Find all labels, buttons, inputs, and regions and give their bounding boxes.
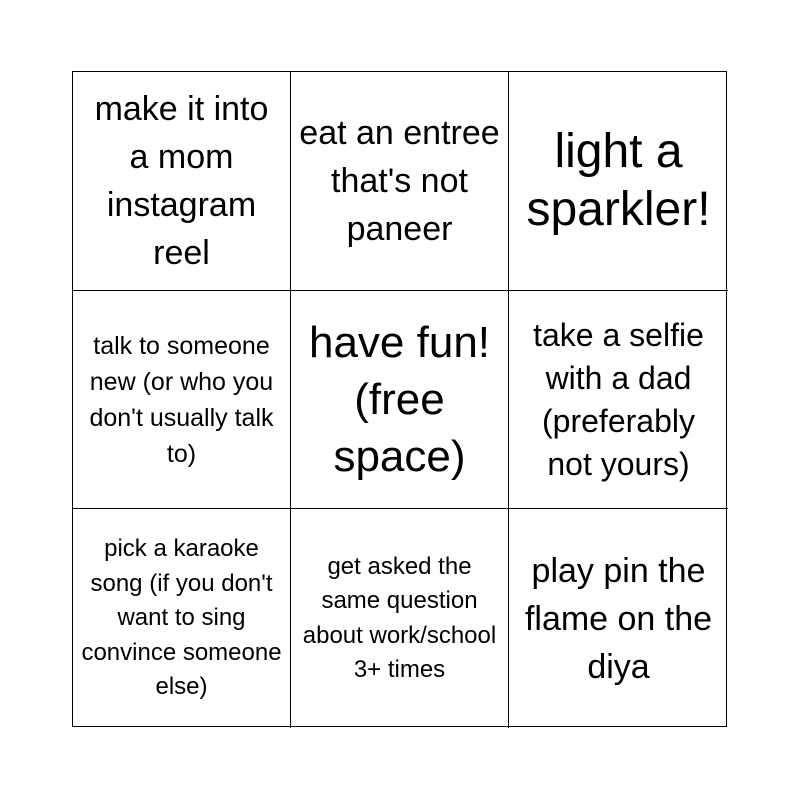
bingo-cell-r1c2[interactable] <box>291 72 509 291</box>
bingo-cell-r3c1[interactable] <box>73 509 291 728</box>
bingo-cell-r3c2[interactable] <box>291 509 509 728</box>
bingo-cell-text: take a selfie with a dad (preferably not yours) <box>533 316 704 482</box>
bingo-cell-text: talk to someone new (or who you don't usually talk to) <box>89 331 274 468</box>
bingo-cell-text: make it into a mom instagram reel <box>94 90 269 272</box>
bingo-cell-r2c3[interactable] <box>509 291 728 509</box>
bingo-cell-text: get asked the same question about work/school 3+ times <box>302 552 497 683</box>
bingo-cell-r2c2-free-space[interactable] <box>291 291 509 509</box>
bingo-cell-r2c1[interactable] <box>73 291 291 509</box>
bingo-cell-text: eat an entree that's not paneer <box>299 114 500 248</box>
bingo-cell-text: light a sparkler! <box>526 125 711 236</box>
bingo-cell-r1c1[interactable] <box>73 72 291 291</box>
bingo-board <box>72 71 727 727</box>
bingo-cell-r1c3[interactable] <box>509 72 728 291</box>
bingo-cell-text: play pin the flame on the diya <box>524 551 713 686</box>
bingo-cell-text: pick a karaoke song (if you don't want to sing convince someone else) <box>81 535 282 701</box>
bingo-cell-r3c3[interactable] <box>509 509 728 728</box>
bingo-cell-text: have fun! (free space) <box>308 318 491 481</box>
